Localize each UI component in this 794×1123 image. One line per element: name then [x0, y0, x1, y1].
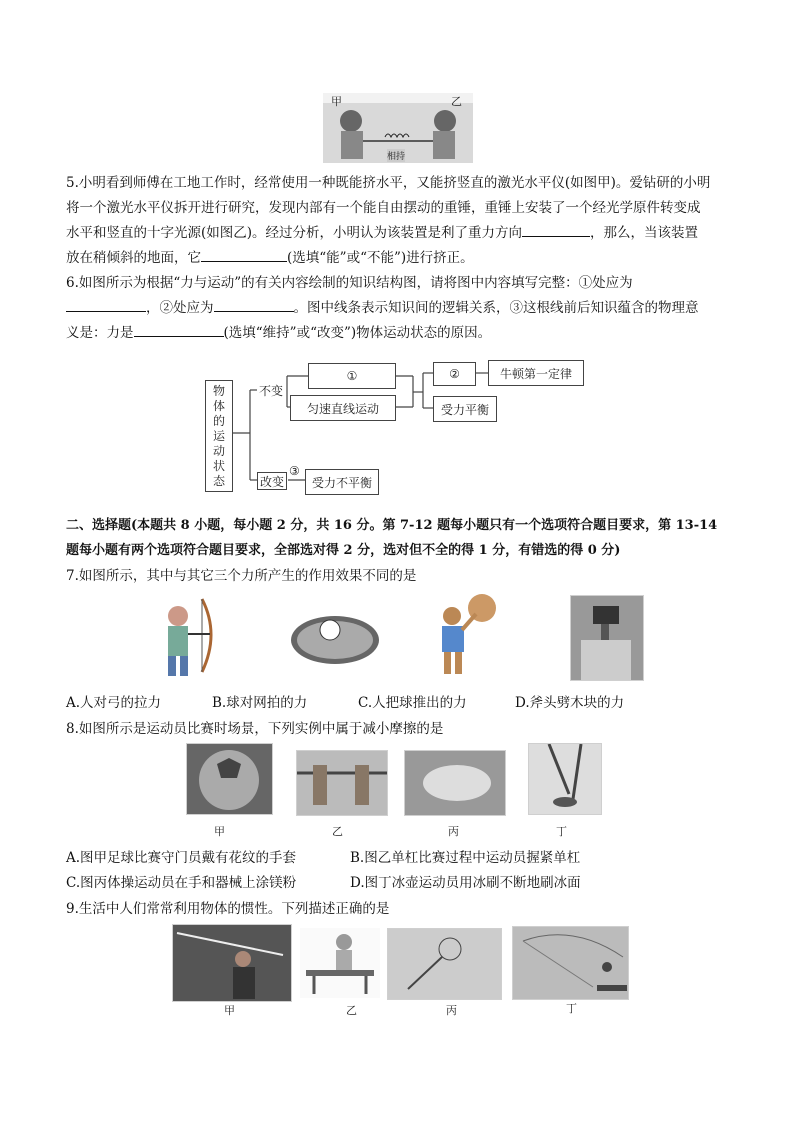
gymnast-chalk-image [404, 750, 506, 816]
blank-2-box[interactable]: ② [433, 362, 476, 386]
axe-wood-image [570, 595, 644, 681]
q8-caption-bing: 丙 [448, 825, 459, 838]
q7-stem: 7.如图所示，其中与其它三个力所产生的作用效果不同的是 [66, 568, 417, 584]
section2-line2: 题每小题有两个选项符合题目要求，全部选对得 2 分，选对但不全的得 1 分，有错选的得 0 分) [66, 543, 621, 558]
q6-line3-text-b: (选填“维持”或“改变”)物体运动状态的原因。 [223, 325, 492, 341]
q7-option-a[interactable]: A.人对弓的拉力 [66, 695, 162, 711]
racket-ball-image [288, 608, 383, 668]
root-char: 体 [212, 398, 225, 413]
q5-line3 [66, 222, 698, 244]
badminton-net-image [387, 928, 502, 1000]
javelin-image [172, 924, 292, 1002]
newton-law-box: 牛顿第一定律 [488, 360, 584, 386]
unbalanced-force-box: 受力不平衡 [305, 469, 379, 495]
root-char: 动 [212, 443, 225, 458]
q7-option-b[interactable]: B.球对网拍的力 [212, 695, 308, 711]
q5-line1: 5.小明看到师傅在工地工作时，经常使用一种既能挤水平，又能挤竖直的激光水平仪(如图甲)。爱钻研的小明 [66, 175, 711, 191]
root-char: 状 [212, 458, 225, 473]
rope-label: 相持 [387, 149, 405, 162]
q9-stem: 9.生活中人们常常利用物体的惯性。下列描述正确的是 [66, 901, 390, 917]
label-yi: 乙 [451, 95, 462, 108]
root-char: 运 [212, 428, 225, 443]
q8-option-b[interactable]: B.图乙单杠比赛过程中运动员握紧单杠 [350, 850, 581, 866]
root-char: 态 [212, 473, 225, 488]
fishing-net-image [512, 926, 629, 1000]
q6-line2 [66, 297, 699, 319]
bench-person-image [300, 928, 380, 998]
q8-option-a[interactable]: A.图甲足球比赛守门员戴有花纹的手套 [66, 850, 297, 866]
basketball-player-image [430, 590, 500, 682]
unchanged-box: 不变 [258, 383, 283, 398]
q5-line4-text-a: 放在稍倾斜的地面，它 [66, 250, 201, 266]
archer-image [150, 594, 220, 682]
q6-blank-1[interactable] [66, 297, 146, 312]
q8-option-c[interactable]: C.图丙体操运动员在手和器械上涂镁粉 [66, 875, 297, 891]
q6-line3-text-a: 义是：力是 [66, 325, 134, 341]
high-bar-image [296, 750, 388, 816]
q9-caption-bing: 丙 [446, 1004, 457, 1017]
q7-option-c[interactable]: C.人把球推出的力 [358, 695, 467, 711]
changed-box: 改变 [257, 472, 287, 490]
q5-blank-1[interactable] [522, 222, 590, 237]
q9-caption-yi: 乙 [346, 1004, 357, 1017]
label-jia: 甲 [331, 95, 342, 108]
q6-blank-2[interactable] [214, 297, 294, 312]
q5-line4-text-b: (选填“能”或“不能”)进行挤正。 [287, 250, 474, 266]
q5-blank-2[interactable] [201, 247, 287, 262]
q6-line2-text-a: ，②处应为 [146, 300, 214, 316]
q6-line2-text-b: 。图中线条表示知识间的逻辑关系，③这根线前后知识蕴含的物理意 [293, 300, 699, 316]
root-char: 物 [212, 383, 225, 398]
q8-option-d[interactable]: D.图丁冰壶运动员用冰刷不断地刷冰面 [350, 875, 581, 891]
root-char: 的 [212, 413, 225, 428]
q5-line2: 将一个激光水平仪拆开进行研究，发现内部有一个能自由摆动的重锤，重锤上安装了一个经光学原件转变成 [66, 200, 701, 216]
q6-line1: 6.如图所示为根据“力与运动”的有关内容绘制的知识结构图，请将图中内容填写完整：①处应为 [66, 275, 633, 291]
q5-line4 [66, 247, 474, 269]
soccer-glove-image [186, 743, 273, 815]
blank-1-box[interactable]: ① [308, 363, 396, 389]
q7-option-d[interactable]: D.斧头劈木块的力 [515, 695, 625, 711]
q7-images [150, 590, 650, 685]
root-box [205, 380, 233, 492]
q6-blank-3[interactable] [134, 322, 224, 337]
curling-image [528, 743, 602, 815]
q8-stem: 8.如图所示是运动员比赛时场景，下列实例中属于减小摩擦的是 [66, 721, 444, 737]
q5-line3-text-b: ，那么，当该装置 [590, 225, 699, 241]
balanced-force-box: 受力平衡 [433, 396, 497, 422]
uniform-motion-box: 匀速直线运动 [290, 395, 396, 421]
q8-caption-jia: 甲 [214, 825, 225, 838]
q9-caption-ding: 丁 [566, 1002, 577, 1015]
tug-of-war-figure [323, 93, 473, 163]
q6-line3 [66, 322, 491, 344]
q8-caption-yi: 乙 [332, 825, 343, 838]
q5-line3-text-a: 水平和竖直的十字光源(如图乙)。经过分析，小明认为该装置是利了重力方向 [66, 225, 523, 241]
label-3: ③ [289, 464, 300, 478]
q9-caption-jia: 甲 [224, 1004, 235, 1017]
knowledge-diagram [195, 352, 595, 498]
q8-caption-ding: 丁 [556, 825, 567, 838]
section2-line1: 二、选择题(本题共 8 小题，每小题 2 分，共 16 分。第 7-12 题每小题只有一个选项符合题目要求，第 13-14 [66, 518, 718, 533]
